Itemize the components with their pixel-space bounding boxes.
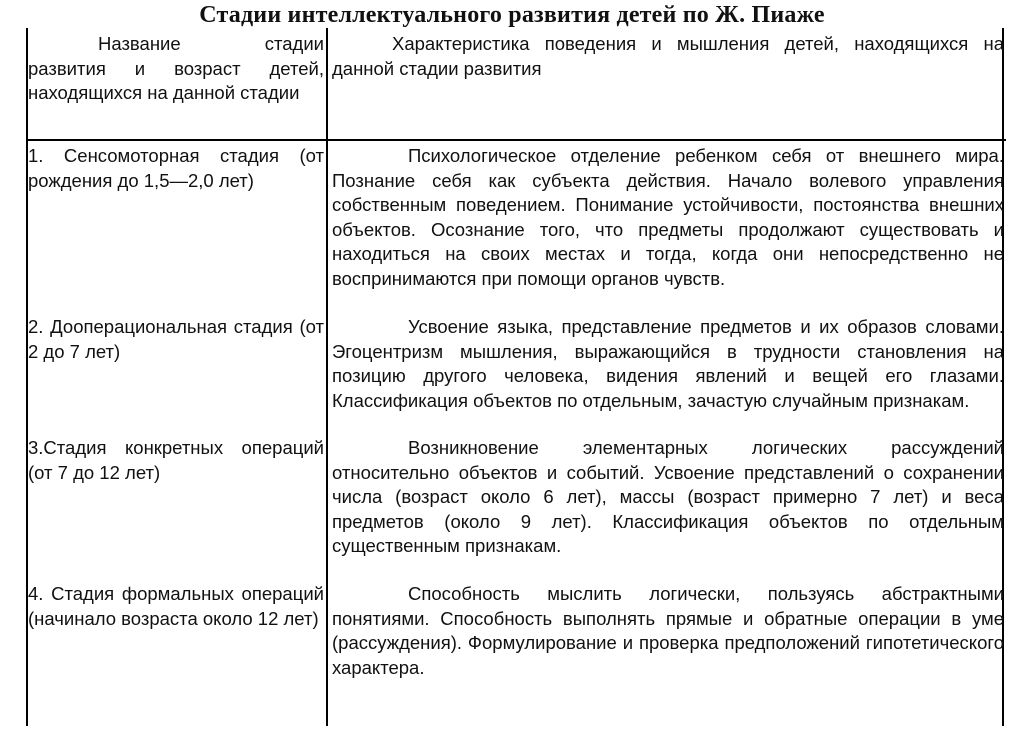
stage-1-description: Психологическое отделение ребенком себя от внешнего мира. Познание себя как субъекта действия. Начало волевого управления собственным поведением. Понимание устойчивости, постоянства внешних объектов. Осознание того, что предметы продолжают существовать и находиться на своих местах и тогда, когда они непосредственно не воспринимаются при помощи органов чувств.	[332, 145, 1004, 289]
stage-3-description: Возникновение элементарных логических рассуждений относительно объектов и событий. Усвоение представлений о сохранении числа (возраст около 6 лет), массы (возраст примерно 7 лет) и веса предметов (около 9 лет). Классификация объектов по отдельным существенным признакам.	[332, 437, 1004, 556]
header-stage-name: Название стадии развития и возраст детей, находящихся на данной стадии	[28, 33, 324, 103]
header-divider	[26, 139, 1006, 141]
column-divider	[326, 28, 328, 726]
stage-2-description: Усвоение языка, представление предметов и их образов словами. Эгоцентризм мышления, выражающийся в трудности становления на позицию другого человека, видения явлений и вещей его глазами. Классификация объектов по отдельным, зачастую случайным признакам.	[332, 316, 1004, 411]
stage-3-name: 3.Стадия конкретных операций (от 7 до 12 лет)	[28, 437, 324, 483]
header-characteristics: Характеристика поведения и мышления детей, находящихся на данной стадии развития	[332, 33, 1004, 79]
stage-2-name: 2. Дооперациональная стадия (от 2 до 7 лет)	[28, 316, 324, 362]
stage-1-name: 1. Сенсомоторная стадия (от рождения до 1,5—2,0 лет)	[28, 145, 324, 191]
document-title: Стадии интеллектуального развития детей по Ж. Пиаже	[199, 2, 825, 28]
stage-4-description: Способность мыслить логически, пользуясь абстрактными понятиями. Способность выполнять прямые и обратные операции в уме (рассуждения). Формулирование и проверка предположений гипотетического характера.	[332, 583, 1004, 678]
stage-4-name: 4. Стадия формальных операций (начинало возраста около 12 лет)	[28, 583, 324, 629]
